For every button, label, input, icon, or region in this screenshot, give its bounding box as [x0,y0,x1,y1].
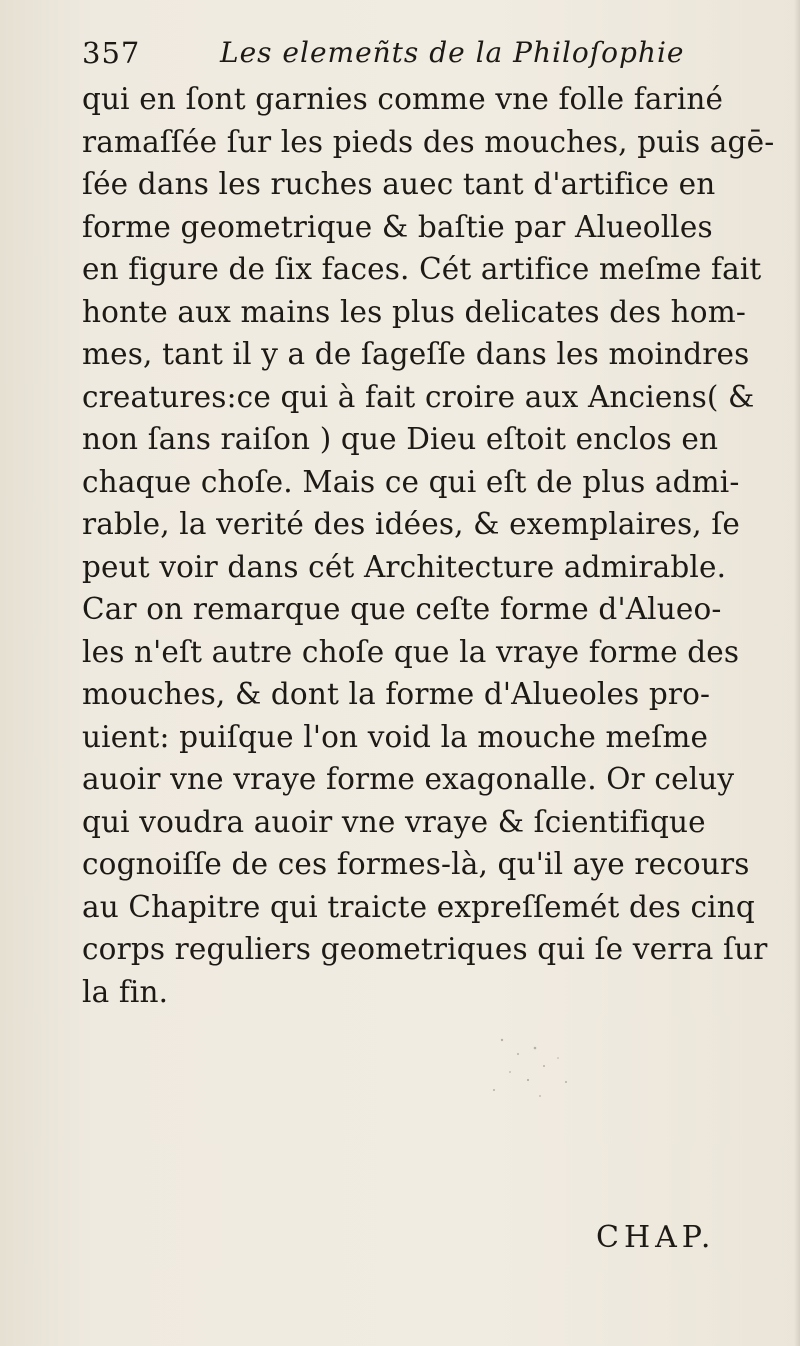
text-line: peut voir dans cét Architecture admirable. [82,549,727,584]
text-line: chaque choſe. Mais ce qui eſt de plus admi- [82,464,740,499]
text-line: uient: puiſque l'on void la mouche meſme [82,719,709,754]
text-line: mouches, & dont la forme d'Alueoles pro- [82,677,711,711]
text-line: qui voudra auoir vne vraye & ſcientifique [82,804,706,839]
catchword: CHAP. [596,1220,716,1255]
text-line: les n'eſt autre choſe que la vraye forme des [82,634,740,669]
running-title: Les elemeñts de la Philoſophie [220,36,685,69]
text-line: forme geometrique & baſtie par Alueolles [82,209,713,244]
text-line: honte aux mains les plus delicates des hom- [82,294,746,329]
body-text [82,78,775,1013]
text-line: qui en ſont garnies comme vne folle fariné [82,82,724,116]
text-line: rable, la verité des idées, & exemplaires, ſe [82,507,741,541]
text-line: auoir vne vraye forme exagonalle. Or celuy [82,762,735,796]
text-line: la fin. [82,974,169,1009]
page-edge-shadow [794,0,800,1346]
page-header [82,36,722,76]
text-line: Car on remarque que ceſte forme d'Alueo- [82,592,722,626]
text-line: en figure de ſix faces. Cét artifice meſme fait [82,252,762,286]
text-line: corps reguliers geometriques qui ſe verra ſur [82,932,768,966]
text-line: ſée dans les ruches auec tant d'artifice en [82,167,716,201]
page-number: 357 [82,36,141,70]
text-line: ramaſſée ſur les pieds des mouches, puis agē- [82,124,775,159]
paper-speckles [440,1010,620,1130]
text-line: cognoiſſe de ces formes-là, qu'il aye recours [82,847,750,881]
text-line: creatures:ce qui à fait croire aux Anciens( & [82,379,755,414]
text-line: mes, tant il y a de ſageſſe dans les moindres [82,337,750,371]
text-line: non ſans raiſon ) que Dieu eſtoit enclos en [82,422,719,456]
text-line: au Chapitre qui traicte expreſſemét des cinq [82,889,755,924]
